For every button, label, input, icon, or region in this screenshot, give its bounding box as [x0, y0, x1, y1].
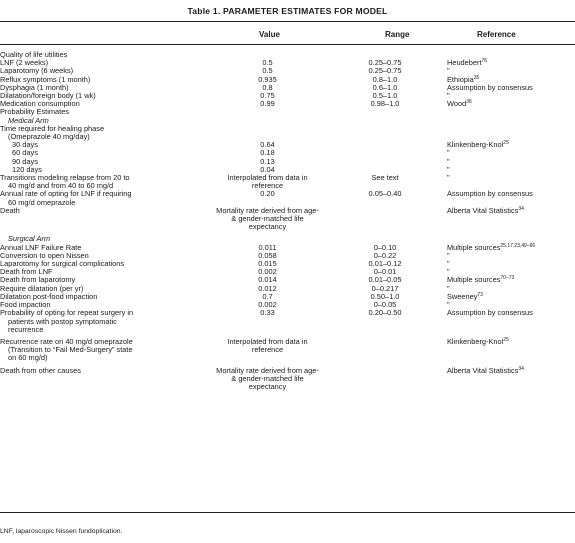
- row-value: 0.33: [260, 308, 275, 318]
- reference-text: ": [447, 250, 450, 260]
- row-range: [335, 334, 435, 363]
- row-label: Dilatation/foreign body (1 wk): [0, 91, 96, 101]
- table-row: [0, 260, 575, 268]
- row-reference: [435, 141, 575, 149]
- row-reference: [435, 174, 575, 190]
- row-range: See text: [371, 173, 399, 183]
- row-reference: [435, 260, 575, 268]
- row-label: Death from LNF: [0, 267, 53, 277]
- reference-text: ": [447, 300, 450, 310]
- row-value: 0.011: [258, 242, 277, 252]
- row-range: 0.01–0.12: [368, 259, 402, 269]
- row-value: 0.04: [260, 164, 275, 174]
- row-reference: [435, 166, 575, 174]
- row-range: [335, 363, 435, 392]
- row-label: 60 days: [12, 148, 38, 158]
- row-reference: [435, 108, 575, 116]
- row-value: 0.015: [258, 259, 277, 269]
- table-row: [0, 108, 575, 116]
- row-value: 0.012: [258, 283, 277, 293]
- row-reference: [435, 84, 575, 92]
- column-header-value: Value: [259, 30, 280, 39]
- row-reference: [435, 59, 575, 67]
- reference-superscript: 35: [473, 74, 480, 81]
- row-reference: [435, 125, 575, 141]
- row-reference: [435, 244, 575, 252]
- row-range: 0.01–0.05: [368, 275, 402, 285]
- row-label: Annual rate of opting for LNF if requiring 60 mg/d omeprazole: [0, 189, 132, 207]
- table-footnote: LNF, laparoscopic Nissen fundoplication.: [0, 528, 123, 535]
- row-label: Require dilatation (per yr): [0, 283, 84, 293]
- row-range: 0.25–0.75: [368, 66, 402, 76]
- reference-text: Wood: [447, 99, 467, 109]
- row-value: 0.7: [262, 291, 273, 301]
- row-label: Time required for healing phase (Omeprazole 40 mg/day): [0, 123, 105, 142]
- row-label: Transitions modeling relapse from 20 to 40 mg/d and from 40 to 60 mg/d: [0, 173, 130, 191]
- row-label: Laparotomy (6 weeks): [0, 66, 74, 76]
- reference-text: ": [447, 148, 450, 158]
- row-reference: [435, 334, 575, 363]
- table-row: [0, 334, 575, 363]
- row-label: Recurrence rate on 40 mg/d omeprazole (Transition to “Fail Med-Surgery” state on 60 mg/d): [0, 336, 133, 363]
- row-label: Death: [0, 205, 20, 215]
- row-range: [335, 108, 435, 116]
- reference-text: ": [447, 259, 450, 269]
- row-label: Reflux symptoms (1 month): [0, 74, 91, 84]
- row-range: [335, 117, 435, 125]
- row-reference: [435, 363, 575, 392]
- row-label: Probability of opting for repeat surgery in patients with postop symptomatic recurrence: [0, 308, 134, 334]
- row-value: Interpolated from data in reference: [227, 173, 308, 191]
- table-row: [0, 149, 575, 157]
- row-range: 0.25–0.75: [368, 58, 402, 68]
- row-range: 0–0.01: [373, 267, 397, 277]
- row-reference: [435, 293, 575, 301]
- reference-text: Alberta Vital Statistics: [447, 205, 519, 215]
- row-value: [200, 117, 335, 125]
- row-label: Death from laparotomy: [0, 275, 76, 285]
- table-row: [0, 309, 575, 334]
- row-reference: [435, 117, 575, 125]
- reference-text: ": [447, 156, 450, 166]
- table-row: [0, 190, 575, 206]
- reference-text: ": [447, 173, 450, 183]
- reference-text: Ethiopia: [447, 74, 474, 84]
- row-value: 0.014: [258, 275, 277, 285]
- row-label: Death from other causes: [0, 365, 81, 375]
- reference-text: ": [447, 283, 450, 293]
- row-label: 90 days: [12, 156, 38, 166]
- reference-superscript: 25: [503, 336, 509, 343]
- row-label: Annual LNF Failure Rate: [0, 242, 82, 252]
- row-label: 30 days: [12, 140, 38, 150]
- row-value: 0.058: [258, 250, 277, 260]
- row-range: [335, 125, 435, 141]
- row-range: [335, 207, 435, 232]
- row-label: Dysphagia (1 month): [0, 82, 69, 92]
- reference-superscript: 70–73: [500, 275, 515, 282]
- row-value: 0.75: [260, 91, 275, 101]
- reference-text: Assumption by consensus: [447, 82, 533, 92]
- table-row: [0, 92, 575, 100]
- row-range: 0.8–1.0: [372, 74, 398, 84]
- reference-text: Multiple sources: [447, 242, 501, 252]
- table-row: [0, 141, 575, 149]
- row-label: Surgical Arm: [8, 234, 51, 244]
- row-range: [335, 141, 435, 149]
- reference-superscript: 76: [481, 58, 488, 65]
- table-row: [0, 174, 575, 190]
- row-label: Dilatation post-food impaction: [0, 291, 98, 301]
- table-title: Table 1. PARAMETER ESTIMATES FOR MODEL: [187, 6, 388, 16]
- row-value: 0.18: [260, 148, 275, 158]
- reference-text: Assumption by consensus: [447, 189, 533, 199]
- row-range: 0.6–1.0: [372, 82, 398, 92]
- row-reference: [435, 207, 575, 232]
- row-range: [335, 231, 435, 243]
- row-range: 0.20–0.50: [368, 308, 402, 318]
- row-range: [335, 158, 435, 166]
- row-reference: [435, 276, 575, 284]
- top-rule: [0, 21, 575, 22]
- reference-text: ": [447, 91, 450, 101]
- reference-superscript: 34: [518, 365, 524, 372]
- reference-text: Heudebert: [447, 58, 482, 68]
- row-range: 0–0.22: [373, 250, 397, 260]
- row-value: 0.99: [260, 99, 275, 109]
- row-reference: [435, 158, 575, 166]
- row-range: 0–0.217: [371, 283, 399, 293]
- reference-text: ": [447, 66, 450, 76]
- row-range: 0.05–0.40: [368, 189, 402, 199]
- row-label: 120 days: [12, 164, 42, 174]
- reference-text: ": [447, 267, 450, 277]
- parameter-table: [0, 51, 575, 391]
- reference-superscript: 34: [518, 205, 524, 212]
- row-range: 0–0.10: [373, 242, 397, 252]
- row-value: 0.13: [260, 156, 275, 166]
- table-row: [0, 207, 575, 232]
- row-value: 0.5: [262, 66, 273, 76]
- reference-superscript: 25: [503, 140, 509, 147]
- table-row: [0, 363, 575, 392]
- row-label: Medication consumption: [0, 99, 80, 109]
- table-row: [0, 293, 575, 301]
- row-value: [200, 125, 335, 141]
- row-reference: [435, 252, 575, 260]
- table-row: [0, 51, 575, 59]
- row-reference: [435, 149, 575, 157]
- row-value: 0.935: [258, 74, 277, 84]
- row-reference: [435, 309, 575, 334]
- row-value: 0.20: [260, 189, 275, 199]
- reference-superscript: 25,17,23,49–66: [500, 242, 536, 249]
- row-label: Food impaction: [0, 300, 51, 310]
- row-label: LNF (2 weeks): [0, 58, 49, 68]
- reference-text: Klinkenberg-Knol: [447, 140, 504, 150]
- row-range: 0.98–1.0: [370, 99, 400, 109]
- column-header-reference: Reference: [477, 30, 516, 39]
- row-value: [200, 108, 335, 116]
- header-rule: [0, 44, 575, 45]
- table-row: [0, 276, 575, 284]
- row-reference: [435, 190, 575, 206]
- bottom-rule: [0, 512, 575, 513]
- row-range: 0–0.05: [373, 300, 397, 310]
- row-value: 0.002: [258, 267, 277, 277]
- reference-text: Klinkenberg-Knol: [447, 336, 504, 346]
- row-range: [335, 149, 435, 157]
- row-label: Probability Estimates: [0, 107, 70, 117]
- reference-superscript: 36: [466, 99, 472, 106]
- row-value: 0.002: [258, 300, 277, 310]
- table-row: [0, 125, 575, 141]
- row-label: Conversion to open Nissen: [0, 250, 89, 260]
- reference-superscript: 73: [477, 291, 483, 298]
- row-label: Medical Arm: [8, 115, 49, 125]
- row-reference: [435, 100, 575, 108]
- row-value: 0.64: [260, 140, 275, 150]
- row-value: Mortality rate derived from age- & gender-matched life expectancy: [216, 205, 319, 232]
- reference-text: ": [447, 164, 450, 174]
- row-value: Mortality rate derived from age- & gender-matched life expectancy: [216, 365, 319, 391]
- reference-text: Assumption by consensus: [447, 308, 533, 318]
- row-value: [200, 231, 335, 243]
- column-header-range: Range: [385, 30, 410, 39]
- row-value: 0.8: [262, 82, 273, 92]
- reference-text: Multiple sources: [447, 275, 501, 285]
- reference-text: Alberta Vital Statistics: [447, 365, 519, 375]
- row-value: Interpolated from data in reference: [227, 336, 308, 355]
- table-row: [0, 158, 575, 166]
- row-range: 0.50–1.0: [370, 291, 400, 301]
- row-value: 0.5: [262, 58, 273, 68]
- row-range: 0.5–1.0: [372, 91, 398, 101]
- reference-text: Sweeney: [447, 291, 478, 301]
- row-label: Quality of life utilities: [0, 50, 68, 59]
- table-row: [0, 59, 575, 67]
- row-label: Laparotomy for surgical complications: [0, 259, 125, 269]
- table-row: [0, 100, 575, 108]
